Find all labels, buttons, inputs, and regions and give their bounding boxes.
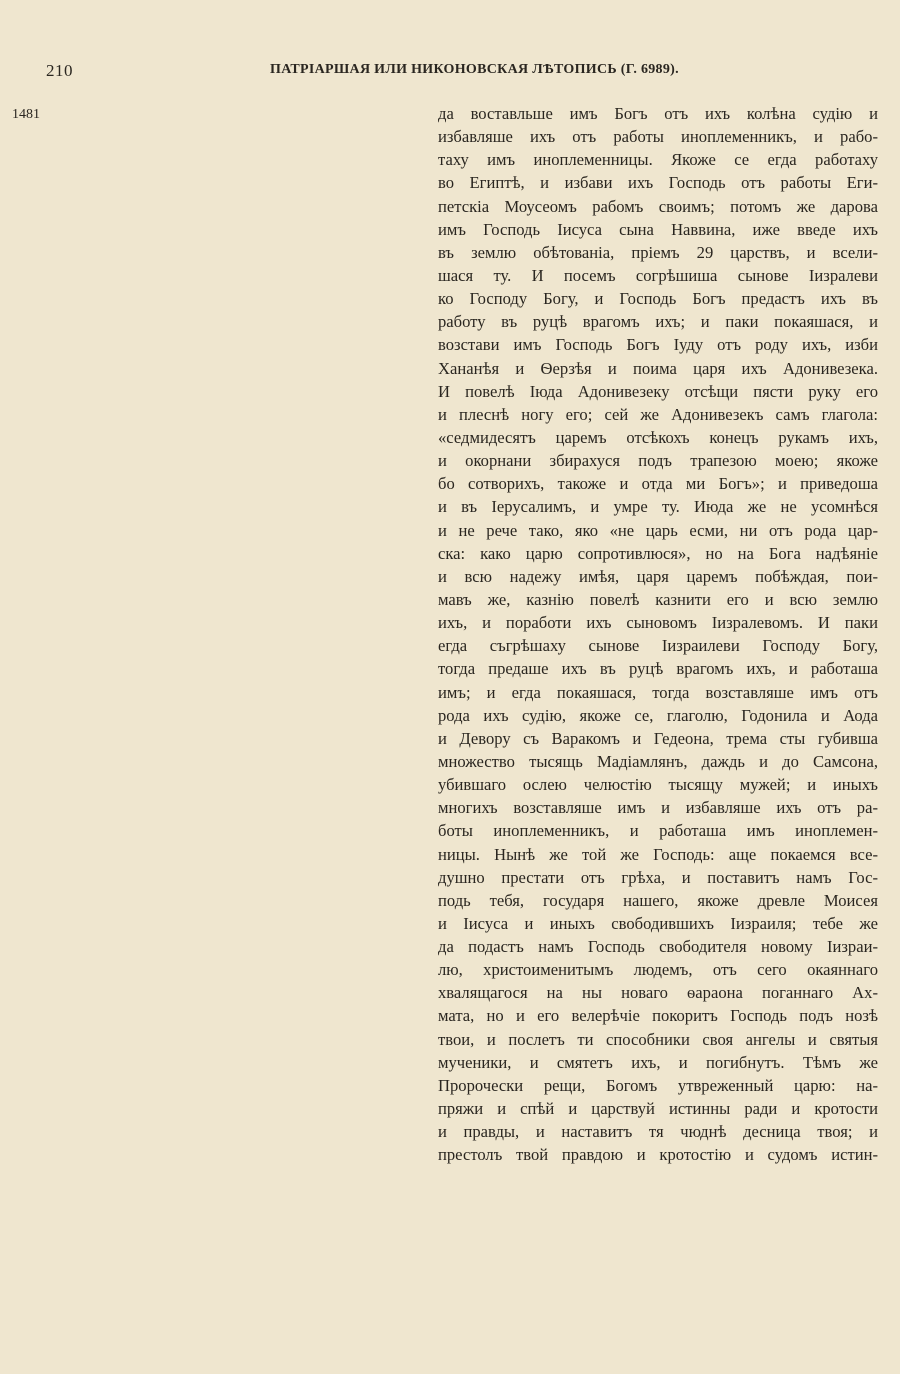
text-line: и не рече тако, яко «не царь есми, ни отъ рода цар-: [438, 520, 878, 540]
text-line: ихъ, и поработи ихъ сыновомъ Іизралевомъ. И паки: [438, 613, 878, 633]
text-line: боты иноплеменникъ, и работаша имъ иноплемен-: [438, 821, 878, 841]
text-line: Пророчески рещи, Богомъ утвреженный царю: на-: [438, 1075, 878, 1095]
text-line: возстави имъ Господь Богъ Іуду отъ роду ихъ, изби: [438, 335, 878, 355]
text-line: хвалящагося на ны новаго ѳараона поганнаго Ах-: [438, 983, 878, 1003]
margin-year: 1481: [12, 107, 40, 122]
text-line: избавляше ихъ отъ работы иноплеменникъ, и рабо-: [438, 127, 878, 147]
text-line: подь тебя, государя нашего, якоже древле Моисея: [438, 890, 878, 910]
text-line: ницы. Нынѣ же той же Господь: аще покаемся все-: [438, 844, 878, 864]
page-number: 210: [46, 61, 73, 80]
text-line: таху имъ иноплеменницы. Якоже се егда работаху: [438, 150, 878, 170]
text-line: И повелѣ Іюда Адонивезеку отсѣщи пясти руку его: [438, 381, 878, 401]
text-line: и окорнани збирахуся подъ трапезою моею; якоже: [438, 451, 878, 471]
text-line: и плеснѣ ногу его; сей же Адонивезекъ самъ глагола:: [438, 404, 878, 424]
running-title: ПАТРІАРШАЯ ИЛИ НИКОНОВСКАЯ ЛѢТОПИСЬ (Г. 6989).: [270, 62, 679, 77]
text-line: ска: како царю сопротивлюся», но на Бога надѣяніе: [438, 543, 878, 563]
text-line: мученики, и смятетъ ихъ, и погибнутъ. Тѣмъ же: [438, 1052, 878, 1072]
text-line: работу въ руцѣ врагомъ ихъ; и паки покаяшася, и: [438, 312, 878, 332]
text-line: твои, и послетъ ти способники своя ангелы и святыя: [438, 1029, 878, 1049]
text-line: мавъ же, казнію повелѣ казнити его и всю землю: [438, 589, 878, 609]
text-line: бо сотворихъ, такоже и отда ми Богъ»; и приведоша: [438, 474, 878, 494]
text-line: и въ Іерусалимъ, и умре ту. Июда же не усомнѣся: [438, 497, 878, 517]
text-line: убившаго ослею челюстію тысящу мужей; и иныхъ: [438, 775, 878, 795]
text-line: имъ Господь Іисуса сына Наввина, иже введе ихъ: [438, 219, 878, 239]
text-line: тогда предаше ихъ въ руцѣ врагомъ ихъ, и работаша: [438, 659, 878, 679]
text-line: мата, но и его велерѣчіе покоритъ Господь подъ нозѣ: [438, 1006, 878, 1026]
text-line: душно престати отъ грѣха, и поставитъ намъ Гос-: [438, 867, 878, 887]
text-line: престолъ твой правдою и кротостію и судомъ истин-: [438, 1145, 878, 1165]
text-line: и Девору съ Варакомъ и Гедеона, трема сты губивша: [438, 728, 878, 748]
body-text: [438, 102, 878, 1166]
text-line: да воставльше имъ Богъ отъ ихъ колѣна судію и: [438, 104, 878, 123]
text-line: егда съгрѣшаху сынове Іизраилеви Господу Богу,: [438, 636, 878, 656]
text-line: во Египтѣ, и избави ихъ Господь отъ работы Еги-: [438, 173, 878, 193]
text-line: и Іисуса и иныхъ свободившихъ Іизраиля; тебе же: [438, 913, 878, 933]
text-line: петскіа Моусеомъ рабомъ своимъ; потомъ же дарова: [438, 196, 878, 216]
text-line: пряжи и спѣй и царствуй истинны ради и кротости: [438, 1099, 878, 1119]
text-line: лю, христоименитымъ людемъ, отъ сего окаяннаго: [438, 960, 878, 980]
text-line: шася ту. И посемъ согрѣшиша сынове Іизралеви: [438, 265, 878, 285]
text-line: Хананѣя и Ѳерзѣя и поима царя ихъ Адонивезека.: [438, 358, 878, 378]
text-line: многихъ возставляше имъ и избавляше ихъ отъ ра-: [438, 798, 878, 818]
text-line: и правды, и наставитъ тя чюднѣ десница твоя; и: [438, 1122, 878, 1142]
text-line: «седмидесятъ царемъ отсѣкохъ конецъ рукамъ ихъ,: [438, 427, 878, 447]
text-line: въ землю обѣтованіа, пріемъ 29 царствъ, и всели-: [438, 242, 878, 262]
text-line: ко Господу Богу, и Господь Богъ предастъ ихъ въ: [438, 289, 878, 309]
text-line: рода ихъ судію, якоже се, глаголю, Годонила и Аода: [438, 705, 878, 725]
text-line: и всю надежу имѣя, царя царемъ побѣждая, пои-: [438, 566, 878, 586]
text-line: имъ; и егда покаяшася, тогда возставляше имъ отъ: [438, 682, 878, 702]
text-line: множество тысящь Мадіамлянъ, даждь и до Самсона,: [438, 751, 878, 771]
text-line: да подастъ намъ Господь свободителя новому Іизраи-: [438, 937, 878, 957]
